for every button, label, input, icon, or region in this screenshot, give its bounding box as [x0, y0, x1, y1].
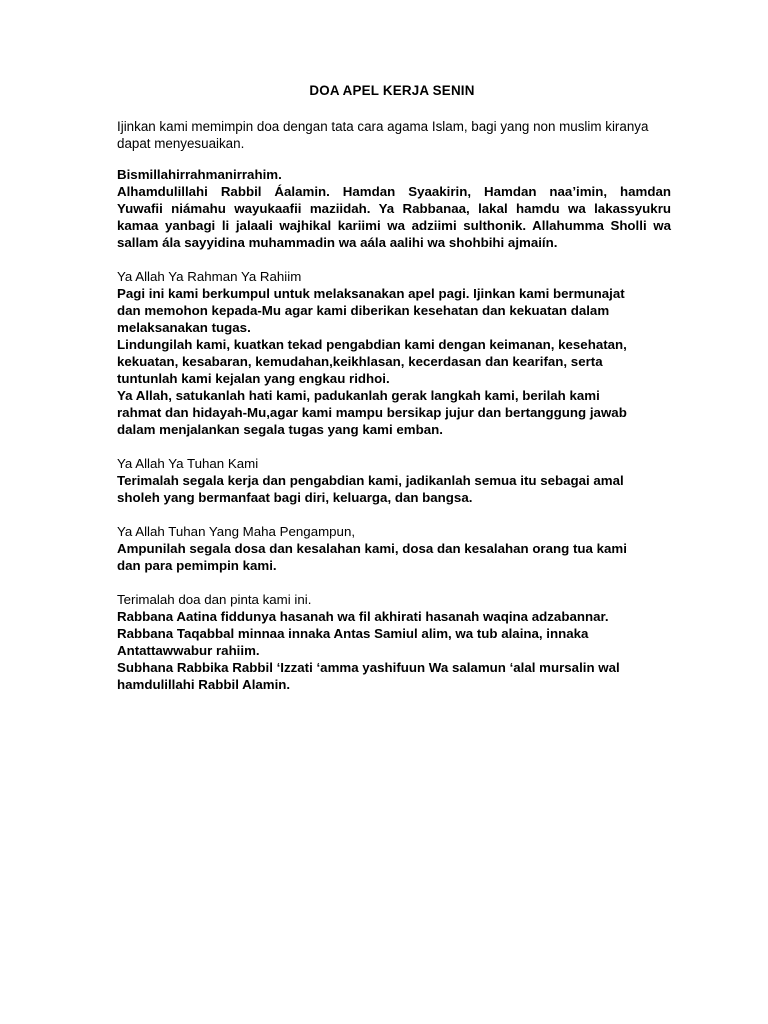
paragraph-line: sallam ála sayyidina muhammadin wa aála aalihi wa shohbihi ajmaiín. — [117, 235, 558, 250]
paragraph-line: Ampunilah segala dosa dan kesalahan kami, dosa dan kesalahan orang tua kami — [117, 541, 627, 556]
paragraph-line: hamdulillahi Rabbil Alamin. — [117, 677, 291, 692]
paragraph-line: Subhana Rabbika Rabbil ‘Izzati ‘amma yashifuun Wa salamun ‘alal mursalin wal — [117, 660, 620, 675]
paragraph-tuhan-kami — [117, 455, 671, 506]
paragraph-line: kekuatan, kesabaran, kemudahan,keikhlasan, kecerdasan dan kearifan, serta — [117, 354, 603, 369]
paragraph-line: Antattawwabur rahiim. — [117, 643, 260, 658]
intro-line: dapat menyesuaikan. — [117, 136, 245, 151]
paragraph-line: Ya Allah, satukanlah hati kami, padukanlah gerak langkah kami, berilah kami — [117, 388, 600, 403]
intro-line: Ijinkan kami memimpin doa dengan tata cara agama Islam, bagi yang non muslim kiranya — [117, 119, 649, 134]
paragraph-opening — [117, 166, 671, 251]
paragraph-line: dan para pemimpin kami. — [117, 558, 277, 573]
paragraph-line: Pagi ini kami berkumpul untuk melaksanakan apel pagi. Ijinkan kami bermunajat — [117, 286, 625, 301]
paragraph-line: rahmat dan hidayah-Mu,agar kami mampu bersikap jujur dan bertanggung jawab — [117, 405, 627, 420]
paragraph-heading: Ya Allah Ya Rahman Ya Rahiim — [117, 269, 302, 284]
intro-paragraph — [117, 118, 673, 152]
paragraph-line: dalam menjalankan segala tugas yang kami emban. — [117, 422, 443, 437]
paragraph-line: Terimalah segala kerja dan pengabdian kami, jadikanlah semua itu sebagai amal — [117, 473, 624, 488]
paragraph-line: melaksanakan tugas. — [117, 320, 251, 335]
paragraph-line: sholeh yang bermanfaat bagi diri, keluarga, dan bangsa. — [117, 490, 473, 505]
paragraph-heading: Bismillahirrahmanirrahim. — [117, 167, 282, 182]
paragraph-line: dan memohon kepada-Mu agar kami diberikan kesehatan dan kekuatan dalam — [117, 303, 610, 318]
paragraph-heading: Terimalah doa dan pinta kami ini. — [117, 592, 312, 607]
document-title: DOA APEL KERJA SENIN — [309, 83, 475, 98]
paragraph-line: Yuwafii niámahu wayukaafii maziidah. Ya Rabbanaa, lakal hamdu wa lakassyukru — [117, 201, 671, 216]
paragraph-line: tuntunlah kami kejalan yang engkau ridhoi. — [117, 371, 390, 386]
paragraph-rahman — [117, 268, 671, 438]
prayer-body — [117, 166, 671, 710]
paragraph-heading: Ya Allah Tuhan Yang Maha Pengampun, — [117, 524, 356, 539]
paragraph-pengampun — [117, 523, 671, 574]
paragraph-heading: Ya Allah Ya Tuhan Kami — [117, 456, 259, 471]
paragraph-line: Alhamdulillahi Rabbil Áalamin. Hamdan Syaakirin, Hamdan naa’imin, hamdan — [117, 184, 671, 199]
paragraph-closing — [117, 591, 671, 693]
paragraph-line: kamaa yanbagi li jalaali wajhikal kariimi wa adziimi sulthonik. Allahumma Sholli wa — [117, 218, 671, 233]
paragraph-line: Rabbana Aatina fiddunya hasanah wa fil akhirati hasanah waqina adzabannar. — [117, 609, 609, 624]
paragraph-line: Lindungilah kami, kuatkan tekad pengabdian kami dengan keimanan, kesehatan, — [117, 337, 627, 352]
paragraph-line: Rabbana Taqabbal minnaa innaka Antas Samiul alim, wa tub alaina, innaka — [117, 626, 589, 641]
